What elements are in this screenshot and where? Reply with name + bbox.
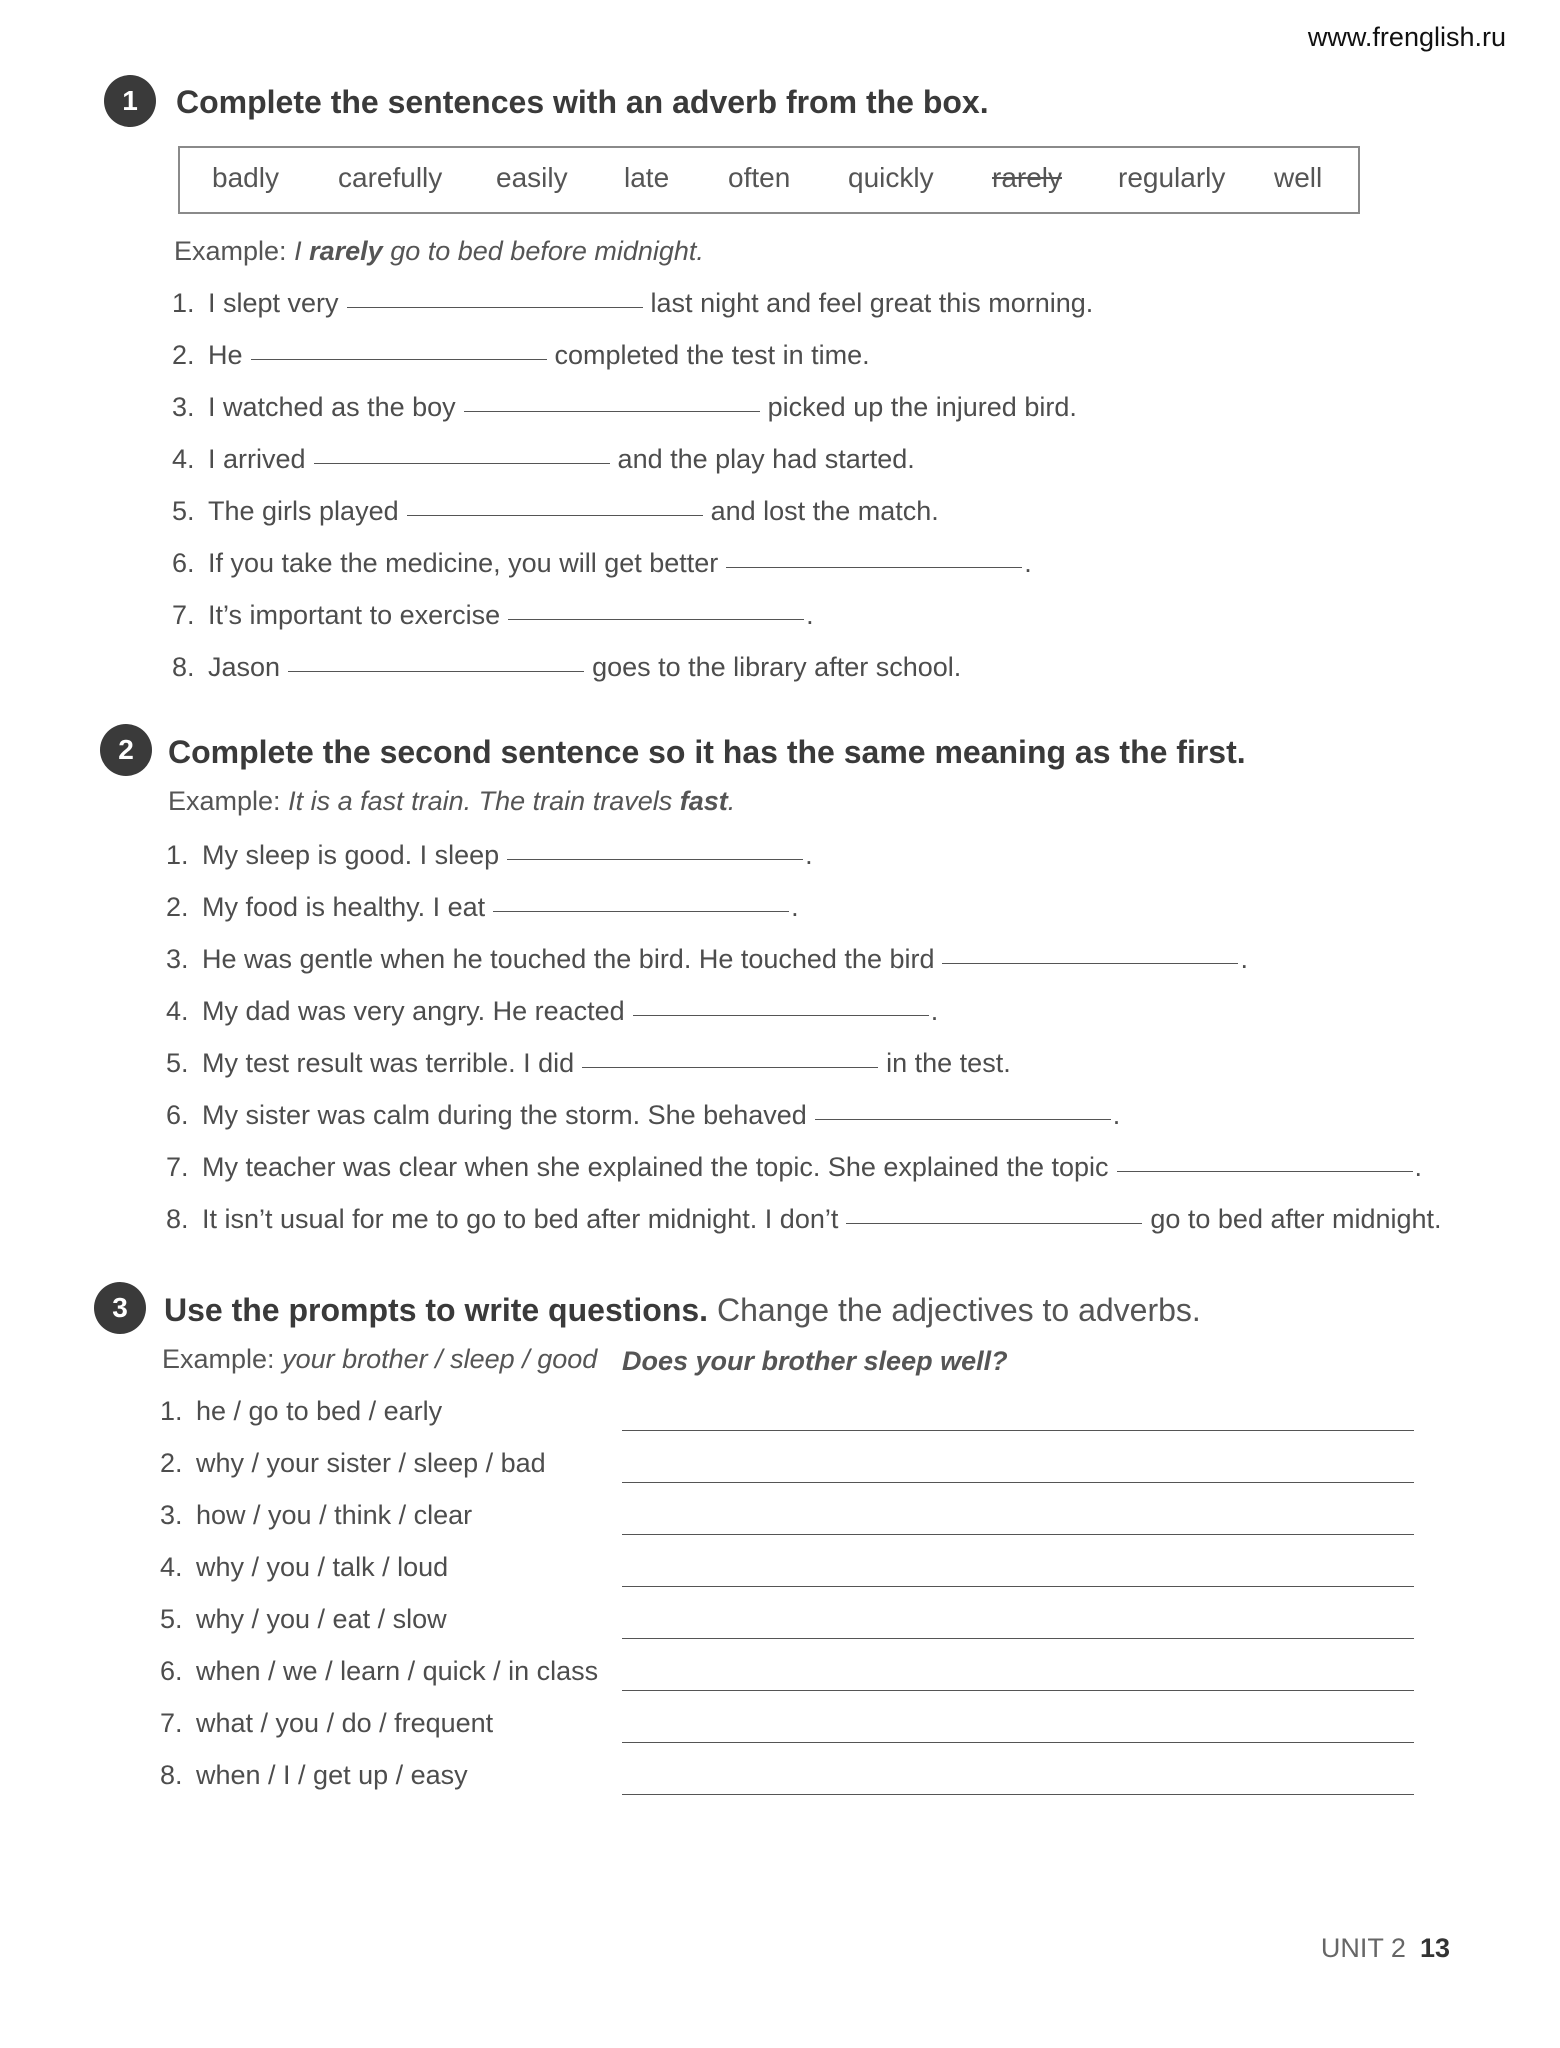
answer-blank[interactable]	[314, 463, 610, 464]
list-item: 3. He was gentle when he touched the bird. He touched the bird .	[166, 944, 1248, 974]
answer-blank[interactable]	[508, 619, 804, 620]
word-well: well	[1274, 162, 1323, 193]
answer-blank[interactable]	[815, 1119, 1111, 1120]
exercise-3-number: 3	[94, 1282, 146, 1334]
answer-line[interactable]	[622, 1534, 1414, 1535]
word-quickly: quickly	[848, 162, 934, 193]
page-number: 13	[1419, 1933, 1450, 1963]
answer-blank[interactable]	[493, 911, 789, 912]
site-url: www.frenglish.ru	[1307, 22, 1506, 52]
answer-blank[interactable]	[288, 671, 584, 672]
exercise-2-example: Example: It is a fast train. The train travels fast.	[168, 786, 736, 816]
list-item: 4. why / you / talk / loud	[160, 1552, 449, 1582]
exercise-1-heading: Complete the sentences with an adverb from the box.	[176, 84, 989, 120]
exercise-1-number: 1	[104, 75, 156, 127]
answer-blank[interactable]	[942, 963, 1238, 964]
answer-blank[interactable]	[1117, 1171, 1413, 1172]
list-item: 7. what / you / do / frequent	[160, 1708, 494, 1738]
list-item: 5. My test result was terrible. I did in the test.	[166, 1048, 1011, 1078]
list-item: 2. why / your sister / sleep / bad	[160, 1448, 546, 1478]
exercise-3-example: Example: your brother / sleep / good	[162, 1344, 598, 1374]
answer-line[interactable]	[622, 1690, 1414, 1691]
answer-line[interactable]	[622, 1586, 1414, 1587]
answer-blank[interactable]	[582, 1067, 878, 1068]
exercise-3-example-answer: Does your brother sleep well?	[622, 1346, 1008, 1376]
answer-blank[interactable]	[347, 307, 643, 308]
answer-blank[interactable]	[726, 567, 1022, 568]
answer-blank[interactable]	[507, 859, 803, 860]
word-often: often	[728, 162, 791, 193]
list-item: 6. If you take the medicine, you will get better .	[172, 548, 1032, 578]
page-footer	[1321, 1933, 1450, 1964]
list-item: 4. My dad was very angry. He reacted .	[166, 996, 939, 1026]
word-carefully: carefully	[338, 162, 443, 193]
list-item: 7. It’s important to exercise .	[172, 600, 814, 630]
list-item: 5. why / you / eat / slow	[160, 1604, 447, 1634]
list-item: 6. when / we / learn / quick / in class	[160, 1656, 599, 1686]
list-item: 2. My food is healthy. I eat .	[166, 892, 799, 922]
word-regularly: regularly	[1118, 162, 1226, 193]
word-rarely-struck: rarely	[992, 162, 1063, 193]
list-item: 1. he / go to bed / early	[160, 1396, 443, 1426]
answer-blank[interactable]	[464, 411, 760, 412]
list-item: 1. I slept very last night and feel great this morning.	[172, 288, 1094, 318]
answer-line[interactable]	[622, 1742, 1414, 1743]
list-item: 7. My teacher was clear when she explained the topic. She explained the topic .	[166, 1152, 1423, 1182]
word-easily: easily	[496, 162, 568, 193]
word-box	[178, 146, 1360, 214]
list-item: 8. when / I / get up / easy	[160, 1760, 468, 1790]
word-badly: badly	[212, 162, 279, 193]
list-item: 6. My sister was calm during the storm. She behaved .	[166, 1100, 1121, 1130]
list-item: 3. how / you / think / clear	[160, 1500, 473, 1530]
exercise-3-heading: Use the prompts to write questions. Change the adjectives to adverbs.	[164, 1292, 1201, 1328]
exercise-2-number: 2	[100, 724, 152, 776]
word-late: late	[624, 162, 670, 193]
answer-blank[interactable]	[251, 359, 547, 360]
list-item: 1. My sleep is good. I sleep .	[166, 840, 813, 870]
answer-line[interactable]	[622, 1638, 1414, 1639]
exercise-2-heading: Complete the second sentence so it has the same meaning as the first.	[168, 734, 1246, 770]
list-item: 5. The girls played and lost the match.	[172, 496, 939, 526]
list-item: 3. I watched as the boy picked up the injured bird.	[172, 392, 1077, 422]
answer-blank[interactable]	[846, 1223, 1142, 1224]
list-item: 8. Jason goes to the library after school.	[172, 652, 962, 682]
answer-line[interactable]	[622, 1430, 1414, 1431]
answer-blank[interactable]	[633, 1015, 929, 1016]
answer-line[interactable]	[622, 1794, 1414, 1795]
list-item: 4. I arrived and the play had started.	[172, 444, 915, 474]
unit-label: UNIT 2	[1320, 1933, 1406, 1963]
answer-line[interactable]	[622, 1482, 1414, 1483]
answer-blank[interactable]	[407, 515, 703, 516]
exercise-1-example: Example: I rarely go to bed before midnight.	[174, 236, 704, 266]
list-item: 8. It isn’t usual for me to go to bed after midnight. I don’t go to bed after midnight.	[166, 1204, 1442, 1234]
list-item: 2. He completed the test in time.	[172, 340, 870, 370]
